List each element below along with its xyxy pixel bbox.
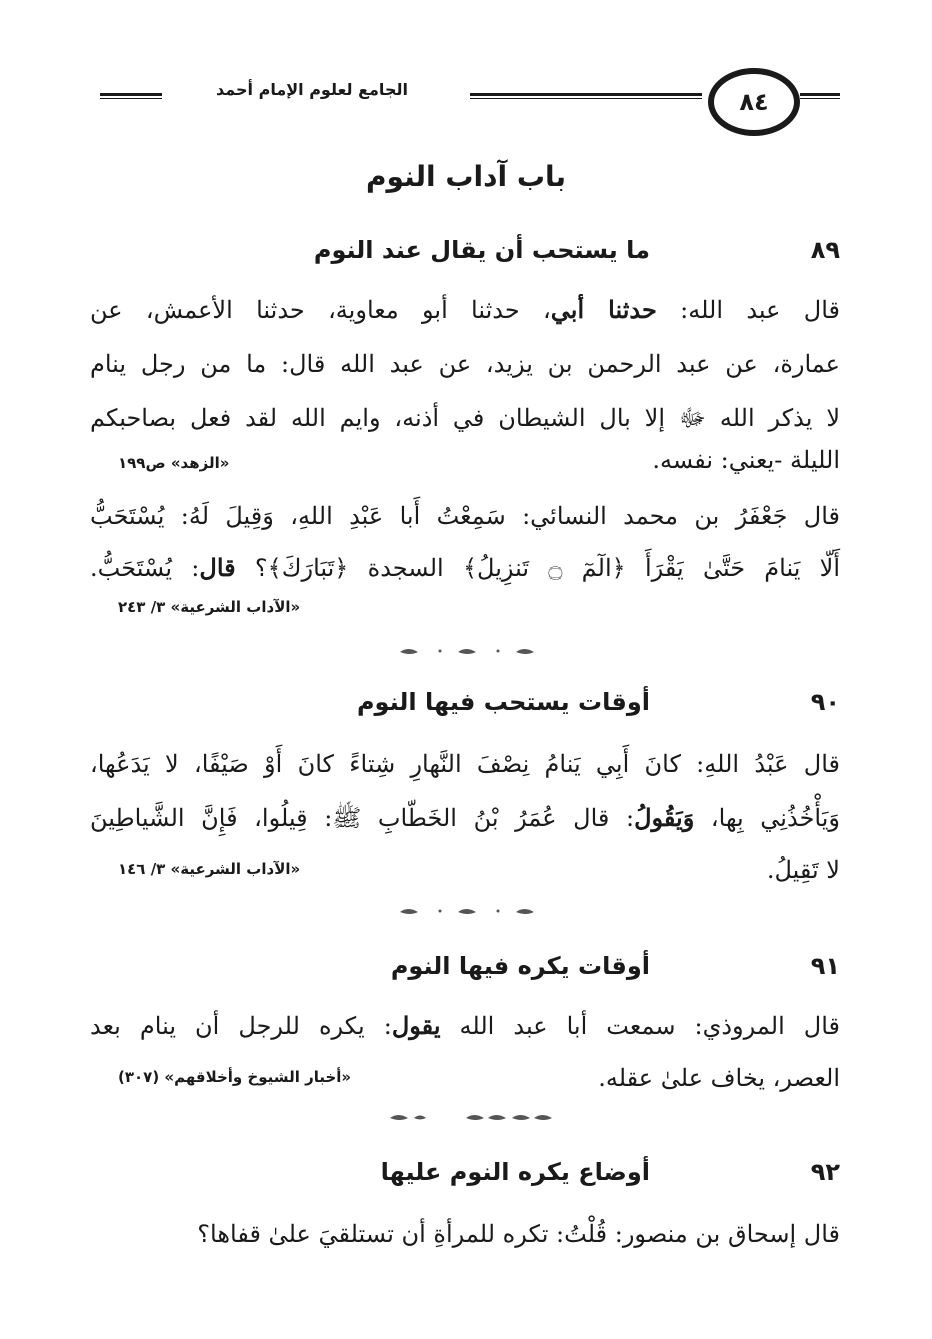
text-run: : يكره للرجل أن ينام بعد bbox=[90, 1012, 392, 1040]
entry-heading bbox=[100, 688, 840, 728]
text-run: قال جَعْفَرُ بن محمد النسائي: سَمِعْتُ أَبا عَبْدِ اللهِ، وَقِيلَ لَهُ: يُسْتَحَبُّ bbox=[90, 502, 841, 530]
source-citation: «الزهد» ص١٩٩ bbox=[118, 454, 230, 472]
section-divider-ornament bbox=[380, 1110, 560, 1124]
entry-number: ٨٩ bbox=[810, 236, 840, 264]
text-line bbox=[90, 284, 840, 336]
text-line bbox=[90, 1000, 840, 1052]
page-number: ٨٤ bbox=[708, 68, 800, 136]
text-line bbox=[90, 1208, 840, 1260]
text-run: الليلة -يعني: نفسه. bbox=[652, 446, 840, 474]
header-rule-middle bbox=[470, 93, 702, 99]
entry-heading bbox=[100, 952, 840, 992]
entry-heading bbox=[100, 236, 840, 276]
text-run: قال المروذي: سمعت أبا عبد الله bbox=[440, 1012, 841, 1040]
text-run: قال عبد الله: bbox=[656, 296, 841, 324]
text-run: العصر، يخاف علىٰ عقله. bbox=[598, 1064, 840, 1092]
section-divider-ornament bbox=[380, 904, 560, 918]
text-run: لا تَقِيلُ. bbox=[766, 856, 840, 884]
text-run: لا يذكر الله ﷻ إلا بال الشيطان في أذنه، وايم الله لقد فعل بصاحبكم bbox=[90, 404, 840, 432]
text-run: عمارة، عن عبد الرحمن بن يزيد، عن عبد الله قال: ما من رجل ينام bbox=[90, 350, 840, 378]
text-line bbox=[90, 792, 840, 844]
entry-title: أوقات يكره فيها النوم bbox=[390, 952, 650, 980]
running-title: الجامع لعلوم الإمام أحمد bbox=[216, 80, 408, 99]
source-citation: «أخبار الشيوخ وأخلاقهم» (٣٠٧) bbox=[118, 1068, 352, 1086]
text-run: : يُسْتَحَبُّ. bbox=[90, 554, 200, 582]
text-run: : قال عُمَرُ بْنُ الخَطّابِ ﷺ: قِيلُوا، فَإِنَّ الشَّياطِينَ bbox=[90, 804, 635, 832]
text-run: أَلّا يَنامَ حَتَّىٰ يَقْرَأَ ﴿الٓمٓ ۝ تَنزِيلُ﴾ السجدة ﴿تَبَارَكَ﴾؟ bbox=[235, 554, 841, 582]
entry-title: أوضاع يكره النوم عليها bbox=[380, 1158, 650, 1186]
bold-run: يقول bbox=[391, 1011, 441, 1040]
entry-number: ٩٢ bbox=[810, 1158, 840, 1186]
text-run: وَيَأْخُذُنِي بِها، bbox=[694, 804, 841, 832]
section-divider-ornament bbox=[380, 644, 560, 658]
entry-number: ٩٠ bbox=[810, 688, 840, 716]
bold-run: حدثنا أبي bbox=[550, 295, 657, 324]
text-line bbox=[90, 738, 840, 790]
text-line bbox=[90, 490, 840, 542]
bold-run: وَيَقُولُ bbox=[634, 803, 695, 832]
entry-heading bbox=[100, 1158, 840, 1198]
text-run: قال إسحاق بن منصور: قُلْتُ: تكره للمرأةِ أن تستلقيَ علىٰ قفاها؟ bbox=[197, 1220, 840, 1248]
text-line bbox=[90, 542, 840, 594]
entry-title: ما يستحب أن يقال عند النوم bbox=[313, 236, 650, 264]
header-rule-left bbox=[100, 93, 162, 99]
chapter-title: باب آداب النوم bbox=[366, 160, 566, 193]
entry-number: ٩١ bbox=[810, 952, 840, 980]
source-citation: «الآداب الشرعية» ٣/ ٢٤٣ bbox=[118, 598, 301, 616]
text-line bbox=[90, 338, 840, 390]
entry-title: أوقات يستحب فيها النوم bbox=[356, 688, 650, 716]
header-rule-right bbox=[800, 93, 840, 99]
text-run: ، حدثنا أبو معاوية، حدثنا الأعمش، عن bbox=[90, 296, 551, 324]
text-run: قال عَبْدُ اللهِ: كانَ أَبِي يَنامُ نِصْفَ النَّهارِ شِتاءً كانَ أَوْ صَيْفًا، لا يَدَعُها، bbox=[90, 750, 840, 778]
bold-run: قال bbox=[199, 553, 236, 582]
running-header bbox=[100, 60, 840, 140]
source-citation: «الآداب الشرعية» ٣/ ١٤٦ bbox=[118, 860, 301, 878]
